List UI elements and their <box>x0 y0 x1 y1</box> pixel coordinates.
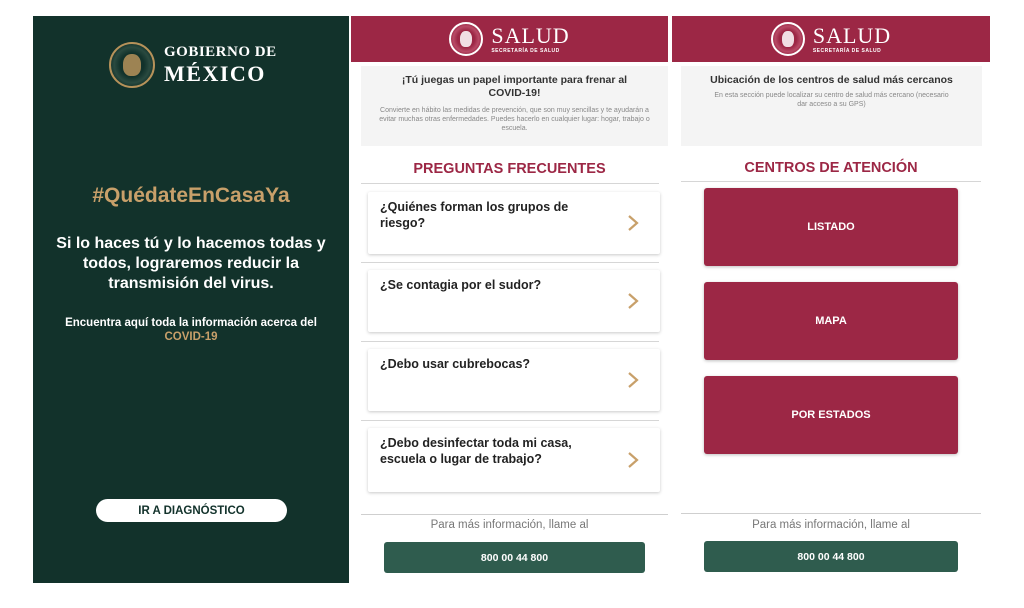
divider <box>361 341 659 342</box>
faq-item[interactable] <box>368 428 660 492</box>
main-message: Si lo haces tú y lo hacemos todas y todos, lograremos reducir la transmisión del virus. <box>56 235 326 292</box>
phone-button[interactable]: 800 00 44 800 <box>384 542 645 573</box>
divider <box>361 420 659 421</box>
centros-title: CENTROS DE ATENCIÓN <box>744 160 918 176</box>
chevron-right-icon <box>626 292 640 310</box>
divider <box>361 262 659 263</box>
faq-item[interactable] <box>368 192 660 254</box>
screen-faq <box>351 16 668 583</box>
salud-header <box>351 16 668 62</box>
faq-question: ¿Debo usar cubrebocas? <box>380 357 531 371</box>
faq-item[interactable] <box>368 270 660 332</box>
mexico-seal-icon <box>109 42 155 88</box>
salud-title: SALUD <box>491 22 570 48</box>
footer-divider <box>361 514 668 515</box>
chevron-right-icon <box>626 371 640 389</box>
chevron-right-icon <box>626 451 640 469</box>
diagnosis-button[interactable]: IR A DIAGNÓSTICO <box>96 499 287 522</box>
faq-question: ¿Quiénes forman los grupos de riesgo? <box>380 200 569 230</box>
divider <box>681 181 981 182</box>
screen-home <box>33 16 349 583</box>
faq-question: ¿Se contagia por el sudor? <box>380 278 542 292</box>
faq-question: ¿Debo desinfectar toda mi casa, escuela o lugar de trabajo? <box>380 436 572 466</box>
mexico-seal-icon <box>449 22 483 56</box>
intro-box <box>361 66 668 146</box>
salud-subtitle: SECRETARÍA DE SALUD <box>491 47 560 54</box>
divider <box>361 183 659 184</box>
phone-button[interactable]: 800 00 44 800 <box>704 541 958 572</box>
footer-text: Para más información, llame al <box>752 519 910 531</box>
por-estados-button[interactable]: POR ESTADOS <box>704 376 958 454</box>
logo-line2: MÉXICO <box>164 61 266 86</box>
footer-text: Para más información, llame al <box>430 519 589 531</box>
salud-title: SALUD <box>812 22 892 48</box>
listado-button[interactable]: LISTADO <box>704 188 958 266</box>
salud-subtitle: SECRETARÍA DE SALUD <box>812 47 882 54</box>
logo-line1: GOBIERNO DE <box>164 44 277 60</box>
covid-link[interactable]: COVID-19 <box>164 331 218 343</box>
chevron-right-icon <box>626 214 640 232</box>
location-heading: Ubicación de los centros de salud más cercanos <box>710 74 953 86</box>
faq-title: PREGUNTAS FRECUENTES <box>413 161 606 177</box>
footer-divider <box>681 513 981 514</box>
faq-item[interactable] <box>368 349 660 411</box>
intro-heading: ¡Tú juegas un papel importante para frenar al COVID-19! <box>401 74 628 99</box>
salud-header <box>672 16 990 62</box>
intro-body: Convierte en hábito las medidas de prevención, que son muy sencillas y te ayudarán a evitar muchas otras enfermedades. Puedes hacerlo en cualquier lugar: hogar, trabajo o escuela. <box>379 107 650 132</box>
mapa-button[interactable]: MAPA <box>704 282 958 360</box>
info-text: Encuentra aquí toda la información acerca del <box>65 317 317 329</box>
gobierno-logo <box>109 42 277 88</box>
mexico-seal-icon <box>771 22 805 56</box>
location-box <box>681 66 982 146</box>
screen-centros <box>672 16 990 583</box>
location-body: En esta sección puede localizar su centro de salud más cercano (necesario dar acceso a su GPS) <box>714 92 949 108</box>
hashtag-title: #QuédateEnCasaYa <box>92 184 290 207</box>
